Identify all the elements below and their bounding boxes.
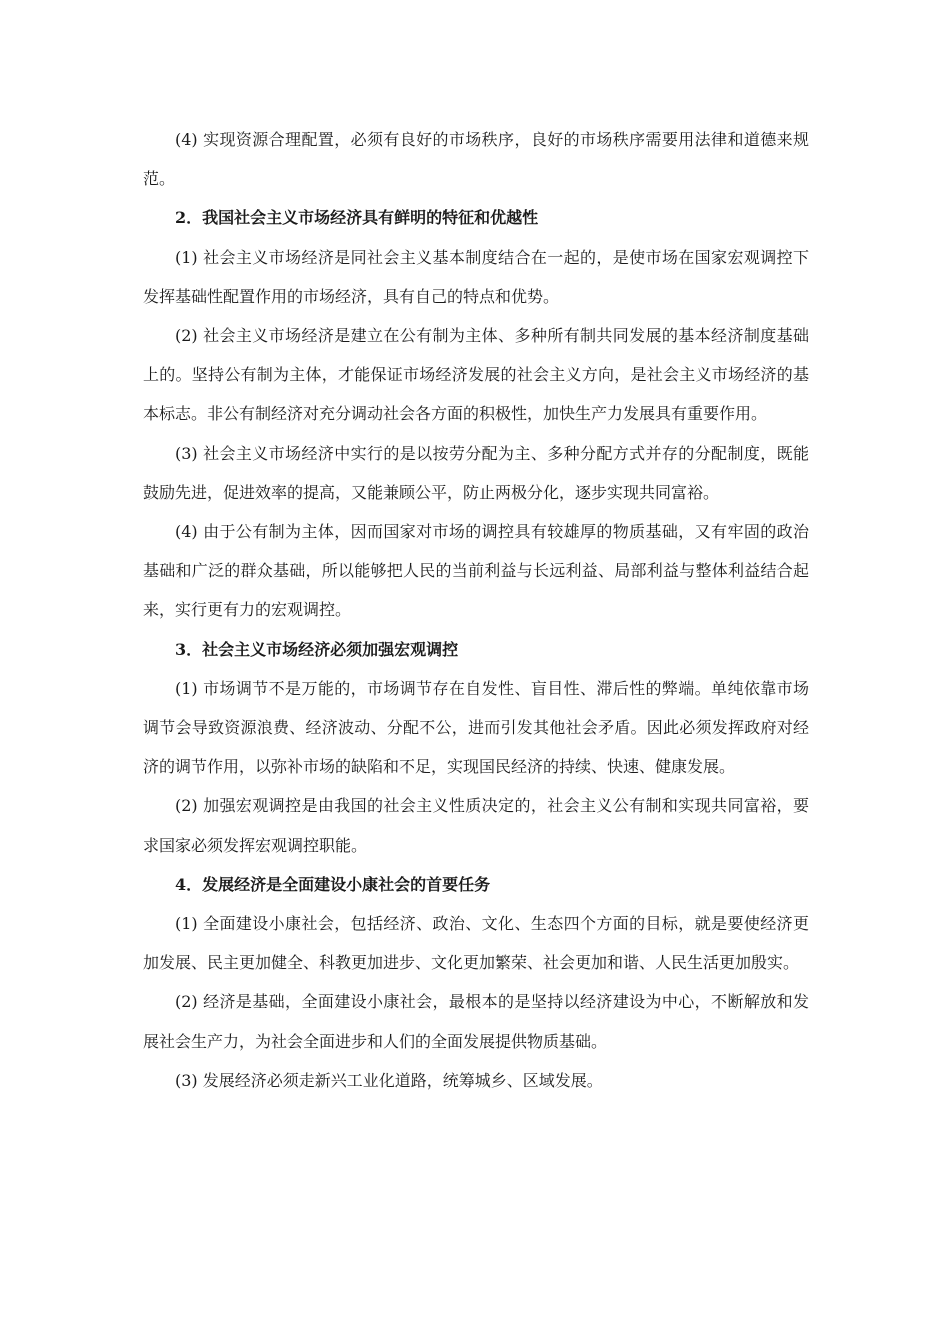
paragraph-item-3-distribution: (3) 社会主义市场经济中实行的是以按劳分配为主、多种分配方式并存的分配制度，既能鼓励先进，促进效率的提高，又能兼顾公平，防止两极分化，逐步实现共同富裕。 xyxy=(143,443,809,502)
paragraph-item-2-macro-control: (2) 加强宏观调控是由我国的社会主义性质决定的，社会主义公有制和实现共同富裕，要求国家必须发挥宏观调控职能。 xyxy=(143,796,809,855)
paragraph-item-1-xiaokang-goals: (1) 全面建设小康社会，包括经济、政治、文化、生态四个方面的目标，就是要使经济更加发展、民主更加健全、科教更加进步、文化更加繁荣、社会更加和谐、人民生活更加殷实。 xyxy=(143,914,809,973)
paragraph-item-4-regulation: (4) 由于公有制为主体，因而国家对市场的调控具有较雄厚的物质基础，又有牢固的政治基础和广泛的群众基础，所以能够把人民的当前利益与长远利益、局部利益与整体利益结合起来，实行更有力的宏观调控。 xyxy=(143,522,809,620)
paragraph-item-1-features: (1) 社会主义市场经济是同社会主义基本制度结合在一起的，是使市场在国家宏观调控下发挥基础性配置作用的市场经济，具有自己的特点和优势。 xyxy=(143,247,809,306)
paragraph-item-1-market-limits: (1) 市场调节不是万能的，市场调节存在自发性、盲目性、滞后性的弊端。单纯依靠市场调节会导致资源浪费、经济波动、分配不公，进而引发其他社会矛盾。因此必须发挥政府对经济的调节作用，以弥补市场的缺陷和不足，实现国民经济的持续、快速、健康发展。 xyxy=(143,678,809,777)
paragraph-item-2-economic-base: (2) 经济是基础，全面建设小康社会，最根本的是坚持以经济建设为中心，不断解放和发展社会生产力，为社会全面进步和人们的全面发展提供物质基础。 xyxy=(143,992,809,1051)
section-heading-2: 2．我国社会主义市场经济具有鲜明的特征和优越性 xyxy=(175,208,539,228)
paragraph-item-3-industrialization: (3) 发展经济必须走新兴工业化道路，统筹城乡、区域发展。 xyxy=(175,1070,603,1090)
section-heading-3: 3．社会主义市场经济必须加强宏观调控 xyxy=(175,639,459,659)
section-heading-4: 4．发展经济是全面建设小康社会的首要任务 xyxy=(175,874,491,894)
document-body xyxy=(143,120,809,1100)
paragraph-item-4-order: (4) 实现资源合理配置，必须有良好的市场秩序，良好的市场秩序需要用法律和道德来规范。 xyxy=(143,130,809,189)
paragraph-item-2-ownership: (2) 社会主义市场经济是建立在公有制为主体、多种所有制共同发展的基本经济制度基础上的。坚持公有制为主体，才能保证市场经济发展的社会主义方向，是社会主义市场经济的基本标志。非公有制经济对充分调动社会各方面的积极性，加快生产力发展具有重要作用。 xyxy=(143,326,809,424)
